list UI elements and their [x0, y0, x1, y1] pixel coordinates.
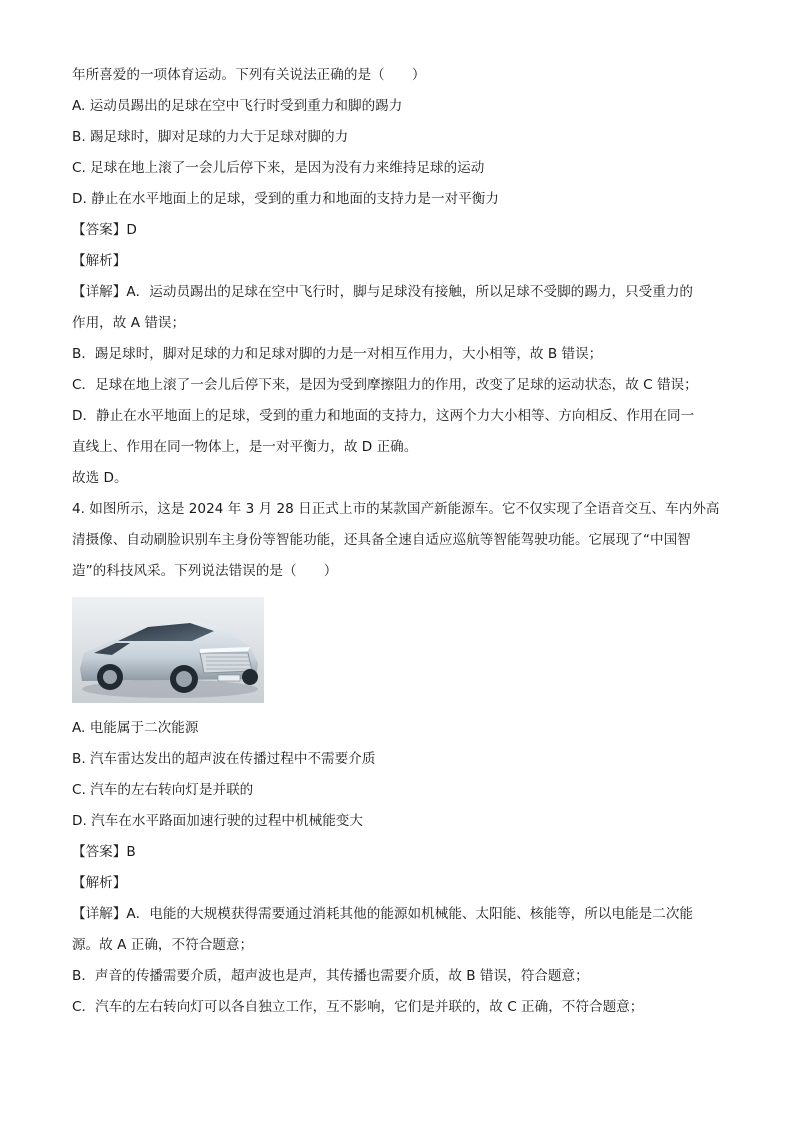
q4-option-c: C. 汽车的左右转向灯是并联的 [72, 782, 254, 798]
q3-analysis-label: 【解析】 [72, 253, 127, 269]
q3-option-b: B. 踢足球时，脚对足球的力大于足球对脚的力 [72, 129, 349, 145]
q4-stem-line-3: 造”的科技风采。下列说法错误的是（ ） [72, 563, 338, 579]
q3-detail-line-7: 故选 D。 [72, 470, 128, 486]
q4-detail-line-4: C．汽车的左右转向灯可以各自独立工作，互不影响，它们是并联的，故 C 正确，不符合题意； [72, 999, 644, 1015]
q3-detail-line-2: 作用，故 A 错误； [72, 315, 186, 331]
q3-detail-line-1: 【详解】A．运动员踢出的足球在空中飞行时，脚与足球没有接触，所以足球不受脚的踢力，只受重力的 [72, 284, 694, 300]
q4-stem-line-1: 4. 如图所示，这是 2024 年 3 月 28 日正式上市的某款国产新能源车。它不仅实现了全语音交互、车内外高 [72, 501, 720, 517]
q4-detail-line-3: B．声音的传播需要介质，超声波也是声，其传播也需要介质，故 B 错误，符合题意； [72, 968, 589, 984]
q3-detail-line-4: C．足球在地上滚了一会儿后停下来，是因为受到摩擦阻力的作用，改变了足球的运动状态，故 C 错误； [72, 377, 698, 393]
q4-detail-line-2: 源。故 A 正确，不符合题意； [72, 937, 254, 953]
q3-option-a: A. 运动员踢出的足球在空中飞行时受到重力和脚的踢力 [72, 98, 403, 114]
q4-detail-line-1: 【详解】A．电能的大规模获得需要通过消耗其他的能源如机械能、太阳能、核能等，所以电能是二次能 [72, 906, 694, 922]
q4-stem-line-2: 清摄像、自动刷脸识别车主身份等智能功能，还具备全速自适应巡航等智能驾驶功能。它展现了“中国智 [72, 532, 691, 548]
q4-answer: 【答案】B [72, 844, 136, 860]
q4-option-a: A. 电能属于二次能源 [72, 720, 199, 736]
q3-detail-line-3: B．踢足球时，脚对足球的力和足球对脚的力是一对相互作用力，大小相等，故 B 错误； [72, 346, 603, 362]
car-image [72, 597, 264, 703]
q3-option-c: C. 足球在地上滚了一会儿后停下来，是因为没有力来维持足球的运动 [72, 160, 485, 176]
document-page [72, 64, 732, 1027]
q3-option-d: D. 静止在水平地面上的足球，受到的重力和地面的支持力是一对平衡力 [72, 191, 499, 207]
q3-stem-tail: 年所喜爱的一项体育运动。下列有关说法正确的是（ ） [72, 67, 426, 83]
q4-option-b: B. 汽车雷达发出的超声波在传播过程中不需要介质 [72, 751, 376, 767]
q4-analysis-label: 【解析】 [72, 875, 127, 891]
q3-answer: 【答案】D [72, 222, 137, 238]
q4-option-d: D. 汽车在水平路面加速行驶的过程中机械能变大 [72, 813, 363, 829]
q3-detail-line-5: D．静止在水平地面上的足球，受到的重力和地面的支持力，这两个力大小相等、方向相反、作用在同一 [72, 408, 695, 424]
q3-detail-line-6: 直线上、作用在同一物体上，是一对平衡力，故 D 正确。 [72, 439, 418, 455]
